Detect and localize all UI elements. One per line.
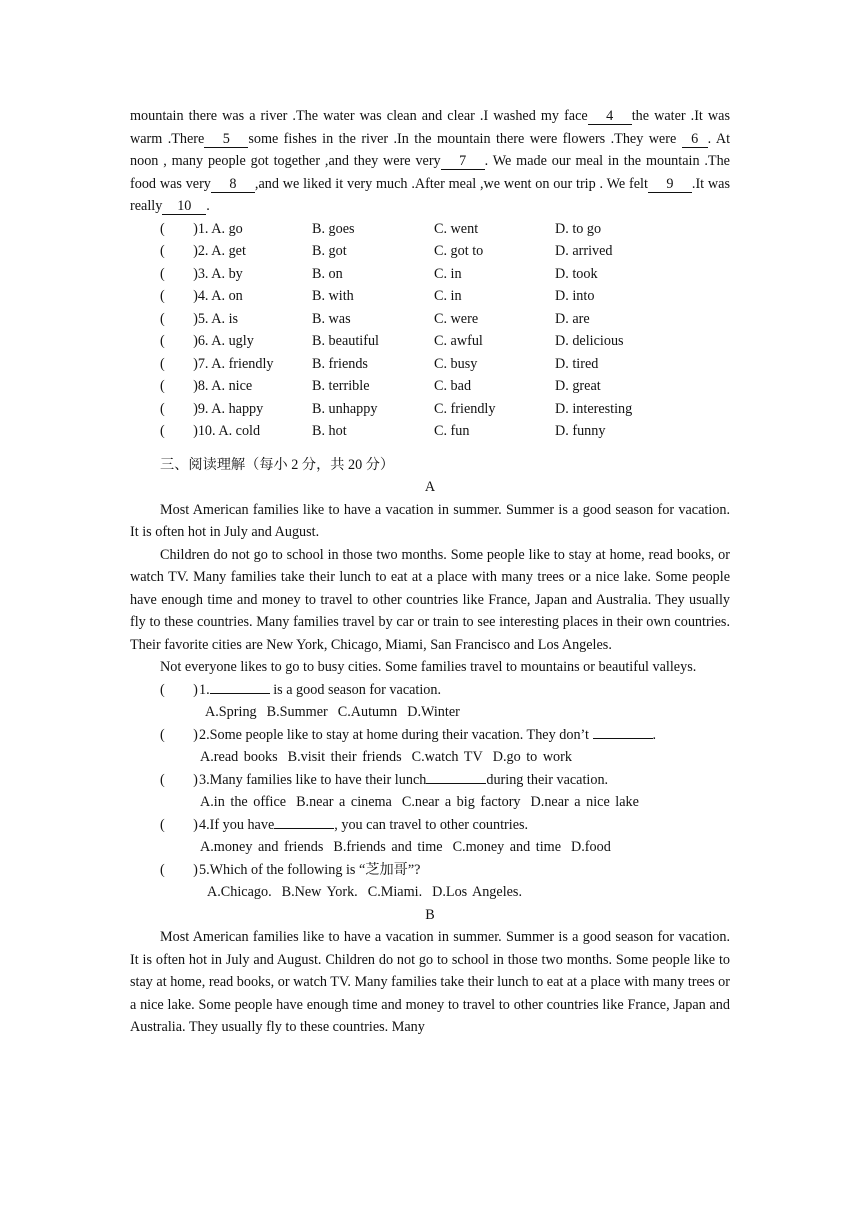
section-title: 三、阅读理解（每小 2 分，共 20 分）	[160, 456, 395, 473]
worksheet-page	[130, 105, 730, 1039]
cloze-blank-9: 9	[648, 176, 692, 193]
passage-a-paragraph-3: Not everyone likes to go to busy cities. Some families travel to mountains or beautiful valleys.	[160, 659, 697, 675]
option-row: ( )4. A. on B. with C. in D. into	[160, 288, 595, 304]
answer-blank	[426, 769, 486, 784]
question-2: ( )2.Some people like to stay at home during their vacation. They don’t . A.read books B.visit their friends C.watch TV D.go to work	[130, 724, 730, 769]
option-row: ( )8. A. nice B. terrible C. bad D. great	[160, 378, 601, 394]
option-row: ( )3. A. by B. on C. in D. took	[160, 265, 598, 282]
question-3: ( )3.Many families like to have their lunch during their vacation. A.in the office B.near a cinema C.near a big factory D.near a nice lake	[130, 769, 730, 814]
option-row: ( )5. A. is B. was C. were D. are	[160, 310, 590, 327]
passage-b-heading: B	[425, 906, 435, 923]
cloze-passage: mountain there was a river .The water was clean and clear .I washed my face 4 the water .It was warm .There 5 some fishes in the river .In the mountain there were flowers .They were 6 . At noon , many people got together ,and they were very 7 . We made our meal in the mountain .The food was very 8 ,and we liked it very much .After meal ,we went on our trip . We felt 9 .It was really 10 .	[130, 108, 731, 214]
option-row: ( )6. A. ugly B. beautiful C. awful D. delicious	[160, 333, 624, 349]
passage-a-paragraph-1: Most American families like to have a vacation in summer. Summer is a good season for vacation. It is often hot in July and August.	[130, 501, 730, 540]
cloze-blank-7: 7	[441, 153, 485, 170]
cloze-blank-8: 8	[211, 176, 255, 193]
option-row: ( )1. A. go B. goes C. went D. to go	[160, 220, 602, 237]
passage-a-heading: A	[424, 479, 436, 495]
option-row: ( )10. A. cold B. hot C. fun D. funny	[160, 423, 606, 439]
passage-b-paragraph-1: Most American families like to have a vacation in summer. Summer is a good season for vacation. It is often hot in July and August. Children do not go to school in those two months. Some people like to stay at home, read books, or watch TV. Many families take their lunch to eat at a place with many trees or a nice lake. Some people have enough time and money to travel to other countries like France, Japan and Australia. They usually fly to these countries. Many	[130, 929, 730, 1035]
answer-blank	[593, 724, 653, 739]
cloze-blank-5: 5	[204, 131, 248, 148]
passage-a-paragraph-2: Children do not go to school in those two months. Some people like to stay at home, read books, or watch TV. Many families take their lunch to eat at a place with many trees or a nice lake. Some people have enough time and money to travel to other countries like France, Japan and Australia. They usually fly to these countries. Many families travel by car or train to see interesting places in their own countries. Their favorite cities are New York, Chicago, Miami, San Francisco and Los Angeles.	[130, 546, 730, 653]
answer-blank	[210, 679, 270, 694]
option-row: ( )9. A. happy B. unhappy C. friendly D. interesting	[160, 400, 633, 417]
cloze-blank-4: 4	[588, 108, 632, 125]
cloze-blank-6: 6	[682, 131, 708, 148]
answer-blank	[274, 814, 334, 829]
option-row: ( )7. A. friendly B. friends C. busy D. tired	[160, 355, 599, 372]
option-row: ( )2. A. get B. got C. got to D. arrived	[160, 243, 613, 259]
cloze-blank-10: 10	[162, 198, 206, 215]
question-5: ( )5.Which of the following is “芝加哥”? A.Chicago. B.New York. C.Miami. D.Los Angeles.	[160, 861, 522, 900]
question-1: ( )1. is a good season for vacation. A.Spring B.Summer C.Autumn D.Winter	[130, 679, 730, 724]
cloze-options	[130, 218, 730, 443]
question-4: ( )4.If you have , you can travel to other countries. A.money and friends B.friends and time C.money and time D.food	[130, 814, 730, 859]
